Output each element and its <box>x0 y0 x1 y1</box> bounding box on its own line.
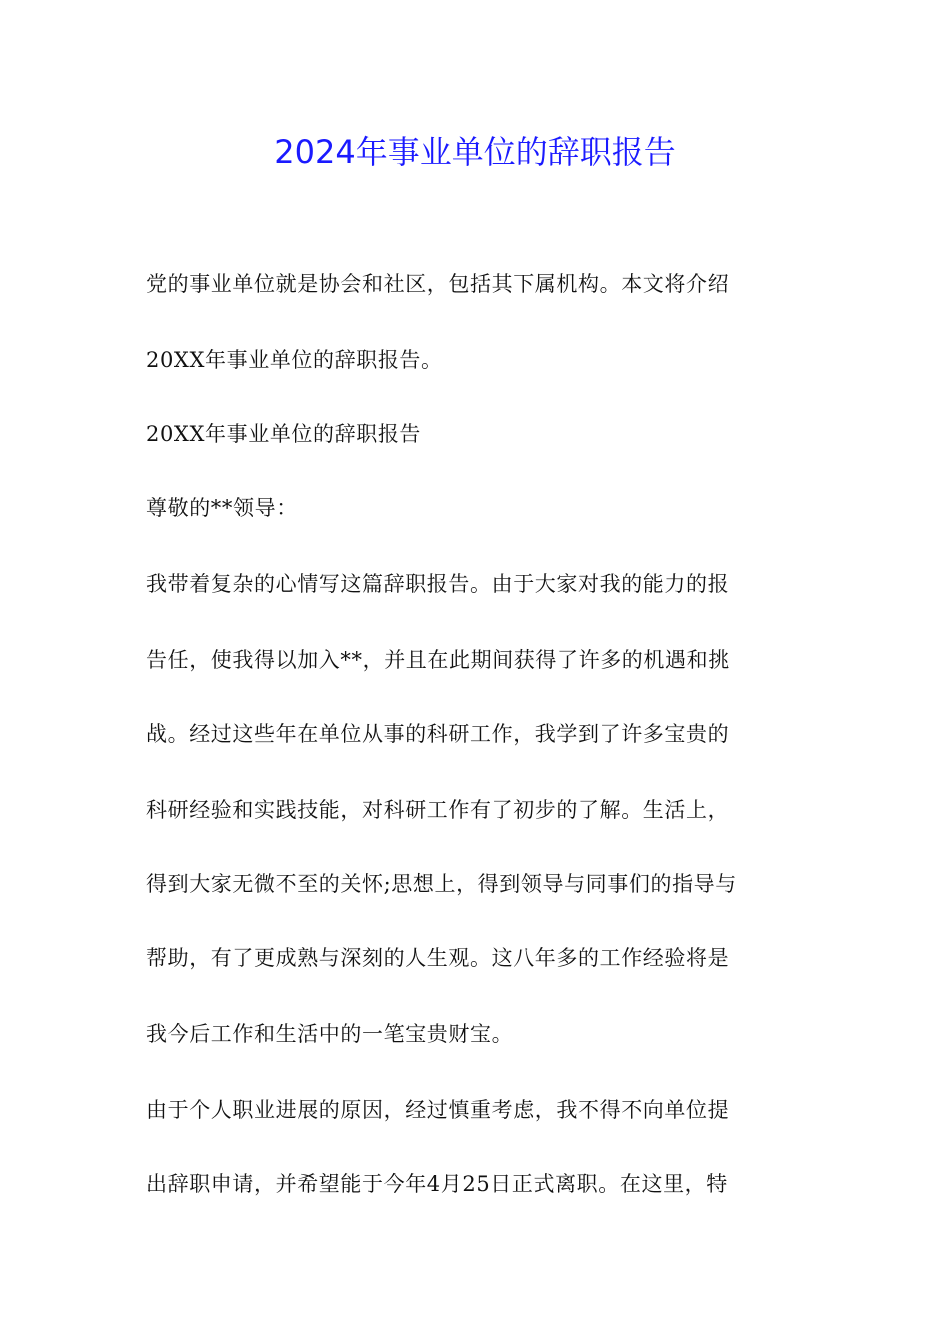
body-line-9: 得到大家无微不至的关怀;思想上，得到领导与同事们的指导与 <box>146 872 737 896</box>
body-line-13: 出辞职申请，并希望能于今年4月25日正式离职。在这里，特 <box>146 1172 728 1196</box>
body-line-7: 战。经过这些年在单位从事的科研工作，我学到了许多宝贵的 <box>146 722 730 746</box>
body-line-5: 我带着复杂的心情写这篇辞职报告。由于大家对我的能力的报 <box>146 572 730 596</box>
body-line-1: 党的事业单位就是协会和社区，包括其下属机构。本文将介绍 <box>146 272 730 296</box>
body-line-12: 由于个人职业进展的原因，经过慎重考虑，我不得不向单位提 <box>146 1098 730 1122</box>
body-line-2: 20XX年事业单位的辞职报告。 <box>146 348 443 372</box>
section-heading: 20XX年事业单位的辞职报告 <box>146 422 422 446</box>
body-line-8: 科研经验和实践技能，对科研工作有了初步的了解。生活上， <box>146 798 730 822</box>
body-line-11: 我今后工作和生活中的一笔宝贵财宝。 <box>146 1022 514 1046</box>
body-line-6: 告任，使我得以加入**，并且在此期间获得了许多的机遇和挑 <box>146 648 730 672</box>
document-title: 2024年事业单位的辞职报告 <box>274 133 676 171</box>
body-line-10: 帮助，有了更成熟与深刻的人生观。这八年多的工作经验将是 <box>146 946 730 970</box>
salutation: 尊敬的**领导： <box>146 496 298 520</box>
